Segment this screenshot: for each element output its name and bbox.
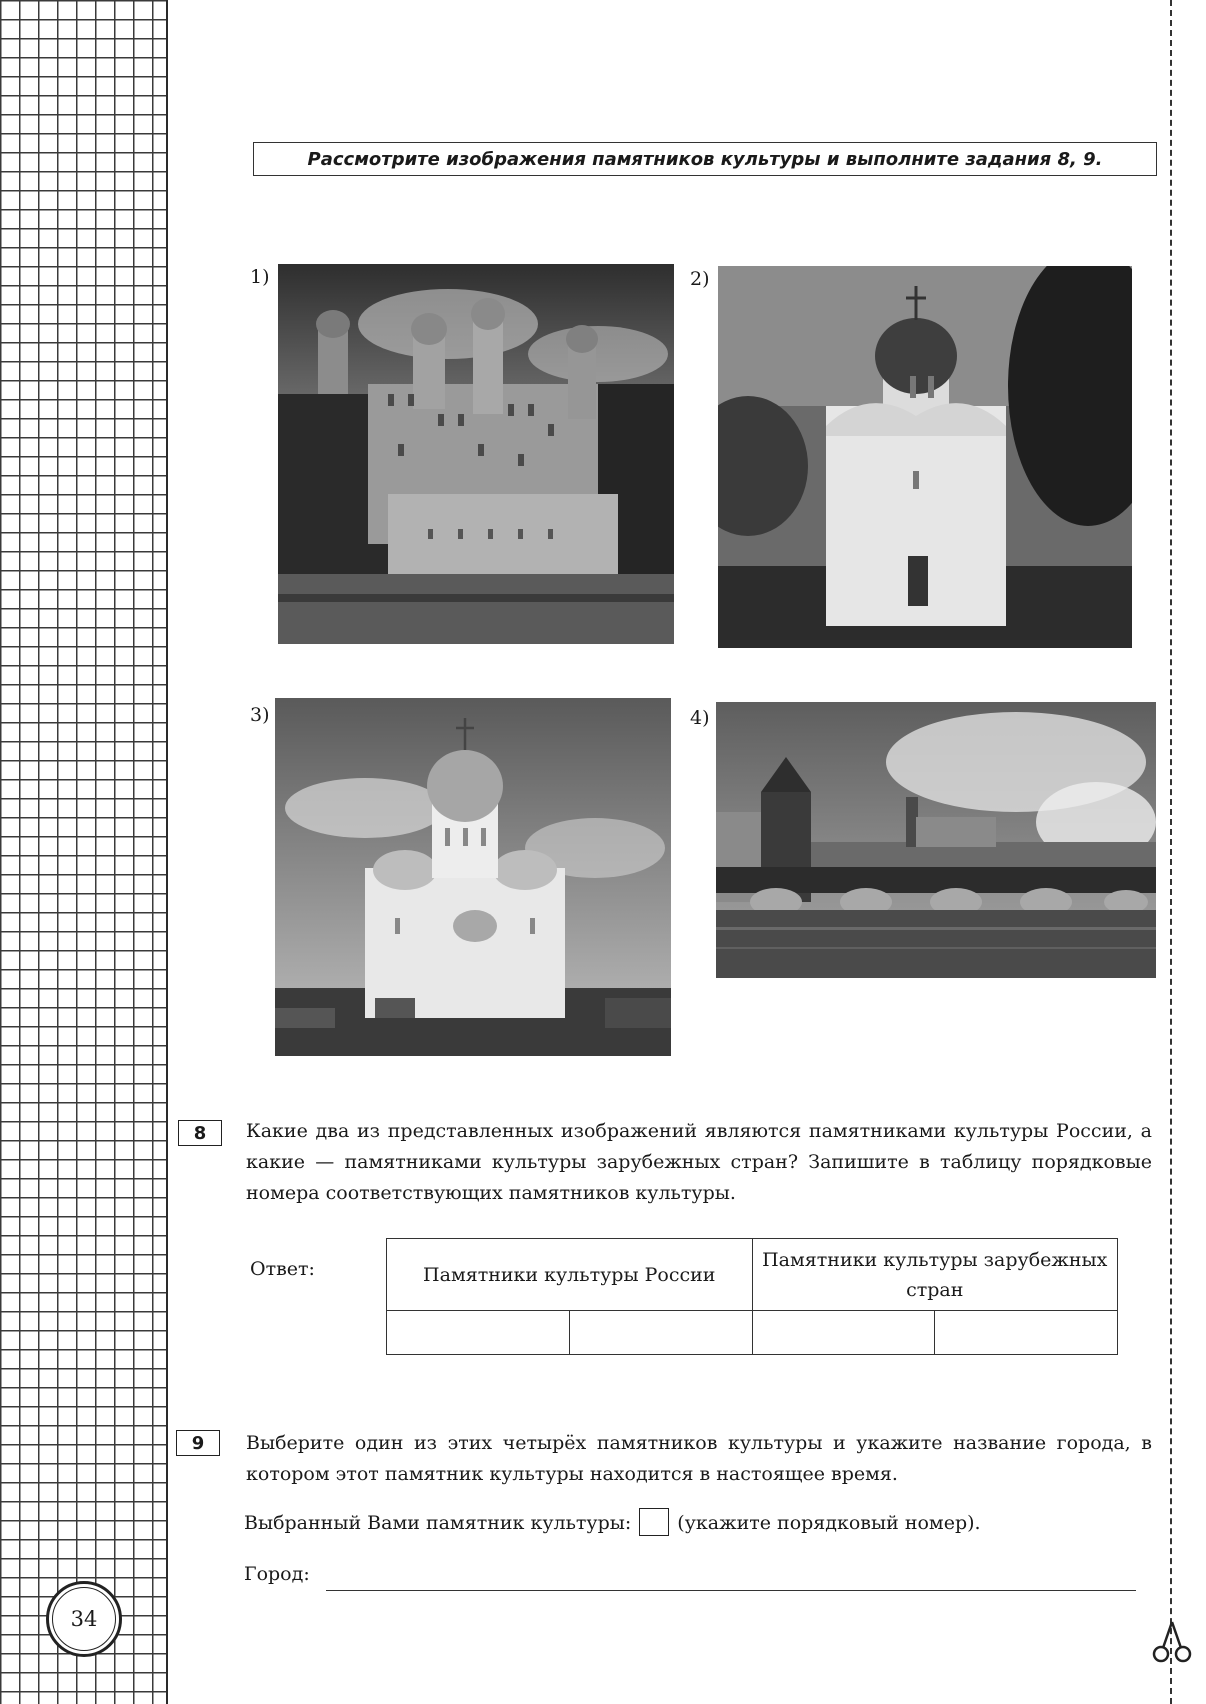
photo-1-fortress (278, 264, 674, 644)
chosen-monument-line (244, 1508, 981, 1540)
column-header-russia: Памятники культуры России (387, 1239, 753, 1311)
photo-4-bridge (716, 702, 1156, 978)
chosen-monument-hint: (укажите порядковый номер). (677, 1512, 981, 1534)
grid-margin (0, 0, 166, 1704)
instruction-box (253, 142, 1157, 176)
city-answer-line[interactable] (326, 1590, 1136, 1591)
task-8-text: Какие два из представленных изображений являются памятниками культуры России, а какие — памятниками культуры зарубежных стран? Запишите в таблицу порядковые номера соответствующих памятников культуры. (246, 1120, 1152, 1204)
answer-label: Ответ: (250, 1258, 315, 1280)
answer-table (386, 1238, 1118, 1355)
photo-2-church (718, 266, 1132, 648)
image-label-2: 2) (690, 268, 710, 290)
grid-margin-edge (166, 0, 168, 1704)
answer-cell-foreign-2[interactable] (935, 1311, 1118, 1355)
city-label: Город: (244, 1563, 310, 1585)
page-number: 34 (70, 1607, 98, 1631)
answer-cell-foreign-1[interactable] (752, 1311, 935, 1355)
image-label-3: 3) (250, 704, 270, 726)
answer-cell-russia-2[interactable] (569, 1311, 752, 1355)
task-8-number: 8 (178, 1120, 222, 1146)
task-9-text: Выберите один из этих четырёх памятников культуры и укажите название города, в котором этот памятник культуры находится в настоящее время. (246, 1432, 1152, 1485)
image-label-4: 4) (690, 707, 710, 729)
cut-line (1170, 0, 1172, 1704)
chosen-number-box[interactable] (639, 1508, 669, 1536)
instruction-text: Рассмотрите изображения памятников культуры и выполните задания 8, 9. (307, 148, 1103, 170)
column-header-foreign: Памятники культуры зарубежных стран (752, 1239, 1118, 1311)
task-9-number: 9 (176, 1430, 220, 1456)
scissors-icon (1150, 1620, 1194, 1664)
chosen-monument-label: Выбранный Вами памятник культуры: (244, 1512, 632, 1534)
answer-cell-russia-1[interactable] (387, 1311, 570, 1355)
page-number-badge (46, 1581, 122, 1657)
photo-3-cathedral (275, 698, 671, 1056)
image-label-1: 1) (250, 266, 270, 288)
